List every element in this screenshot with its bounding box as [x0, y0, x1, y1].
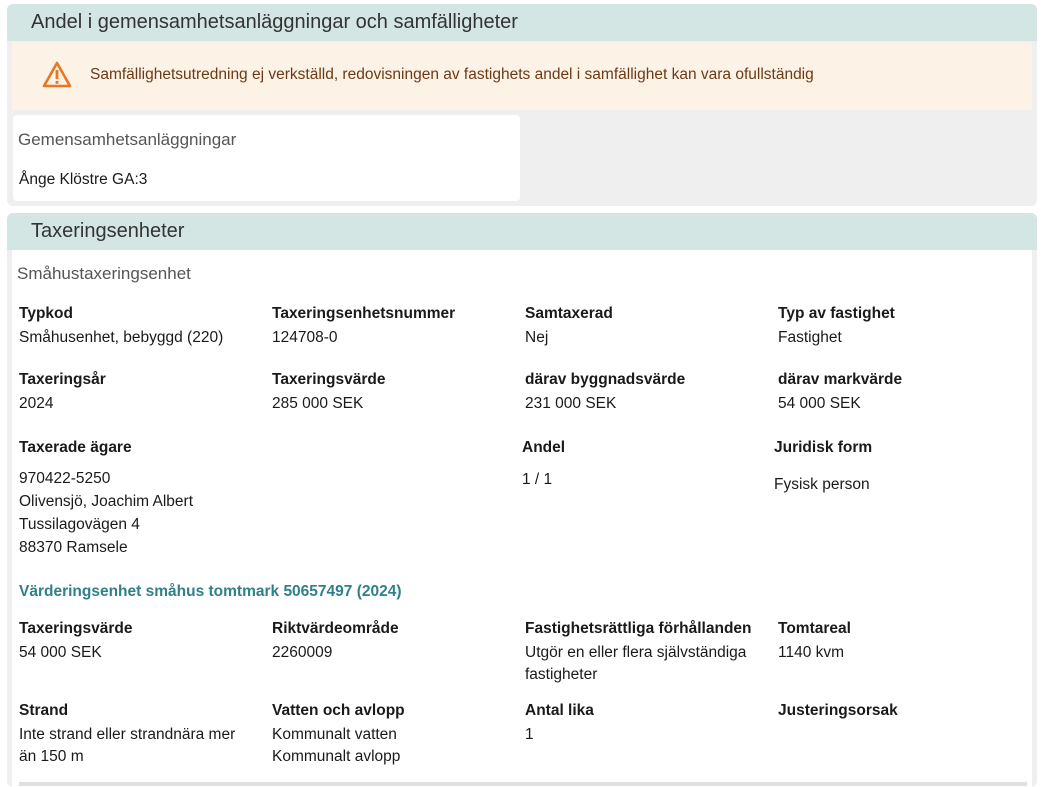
building-value-label: därav byggnadsvärde — [525, 371, 686, 388]
co-assessed-value: Nej — [525, 329, 549, 346]
tax-unit-subtitle: Småhustaxeringsenhet — [17, 264, 191, 283]
share-label: Andel — [522, 439, 566, 456]
guide-area-label: Riktvärdeområde — [272, 620, 399, 637]
building-value-value: 231 000 SEK — [525, 395, 617, 412]
joint-facility-value: Ånge Klöstre GA:3 — [19, 171, 148, 188]
legal-conditions-line: fastigheter — [525, 666, 598, 683]
shares-panel — [7, 4, 1037, 206]
unit-number-label: Taxeringsenhetsnummer — [272, 305, 456, 322]
unit-number-value: 124708-0 — [272, 329, 338, 346]
legal-form-label: Juridisk form — [774, 439, 873, 456]
tax-year-value: 2024 — [19, 395, 54, 412]
shore-value — [19, 724, 235, 768]
joint-facilities-title: Gemensamhetsanläggningar — [18, 130, 237, 149]
equal-count-value: 1 — [525, 726, 534, 743]
share-value: 1 / 1 — [522, 471, 553, 488]
plot-area-value: 1140 kvm — [778, 644, 845, 661]
water-sewage-value — [272, 724, 400, 768]
warning-text: Samfällighetsutredning ej verkställd, redovisningen av fastighets andel i samfällighet kan vara ofullständig — [90, 66, 814, 83]
tax-units-header: Taxeringsenheter — [7, 213, 1037, 250]
shore-line: Inte strand eller strandnära mer — [19, 726, 236, 743]
owner-postal: 88370 Ramsele — [19, 539, 128, 556]
guide-area-value: 2260009 — [272, 644, 333, 661]
owner-id: 970422-5250 — [19, 470, 111, 487]
legal-conditions-value — [525, 642, 746, 686]
shares-panel-header: Andel i gemensamhetsanläggningar och samfälligheter — [7, 4, 1037, 41]
property-type-value: Fastighet — [778, 329, 842, 346]
val-tax-value-value: 54 000 SEK — [19, 644, 102, 661]
tax-value-value: 285 000 SEK — [272, 395, 364, 412]
owner-name: Olivensjö, Joachim Albert — [19, 493, 194, 510]
warning-icon — [42, 61, 72, 88]
legal-conditions-label: Fastighetsrättliga förhållanden — [525, 620, 752, 637]
property-type-label: Typ av fastighet — [778, 305, 895, 322]
plot-area-label: Tomtareal — [778, 620, 851, 637]
sewage-line: Kommunalt avlopp — [272, 748, 401, 765]
warning-banner — [12, 42, 1032, 110]
water-line: Kommunalt vatten — [272, 726, 397, 743]
val-tax-value-label: Taxeringsvärde — [19, 620, 133, 637]
water-sewage-label: Vatten och avlopp — [272, 702, 405, 719]
land-value-value: 54 000 SEK — [778, 395, 861, 412]
tax-year-label: Taxeringsår — [19, 371, 106, 388]
tax-value-label: Taxeringsvärde — [272, 371, 386, 388]
tax-units-body — [12, 250, 1032, 787]
legal-form-value: Fysisk person — [774, 476, 870, 493]
owner-details — [19, 467, 259, 559]
typkod-value: Småhusenhet, bebyggd (220) — [19, 329, 224, 346]
adjustment-reason-label: Justeringsorsak — [778, 702, 898, 719]
equal-count-label: Antal lika — [525, 702, 594, 719]
joint-facilities-card — [13, 115, 520, 201]
tax-units-panel — [7, 213, 1037, 787]
land-value-label: därav markvärde — [778, 371, 903, 388]
valuation-unit-link[interactable]: Värderingsenhet småhus tomtmark 50657497 (2024) — [19, 583, 402, 600]
owner-street: Tussilagovägen 4 — [19, 516, 140, 533]
divider — [19, 782, 1027, 786]
typkod-label: Typkod — [19, 305, 73, 322]
legal-conditions-line: Utgör en eller flera självständiga — [525, 644, 747, 661]
co-assessed-label: Samtaxerad — [525, 305, 613, 322]
shore-label: Strand — [19, 702, 69, 719]
owners-label: Taxerade ägare — [19, 439, 132, 456]
shore-line: än 150 m — [19, 748, 84, 765]
